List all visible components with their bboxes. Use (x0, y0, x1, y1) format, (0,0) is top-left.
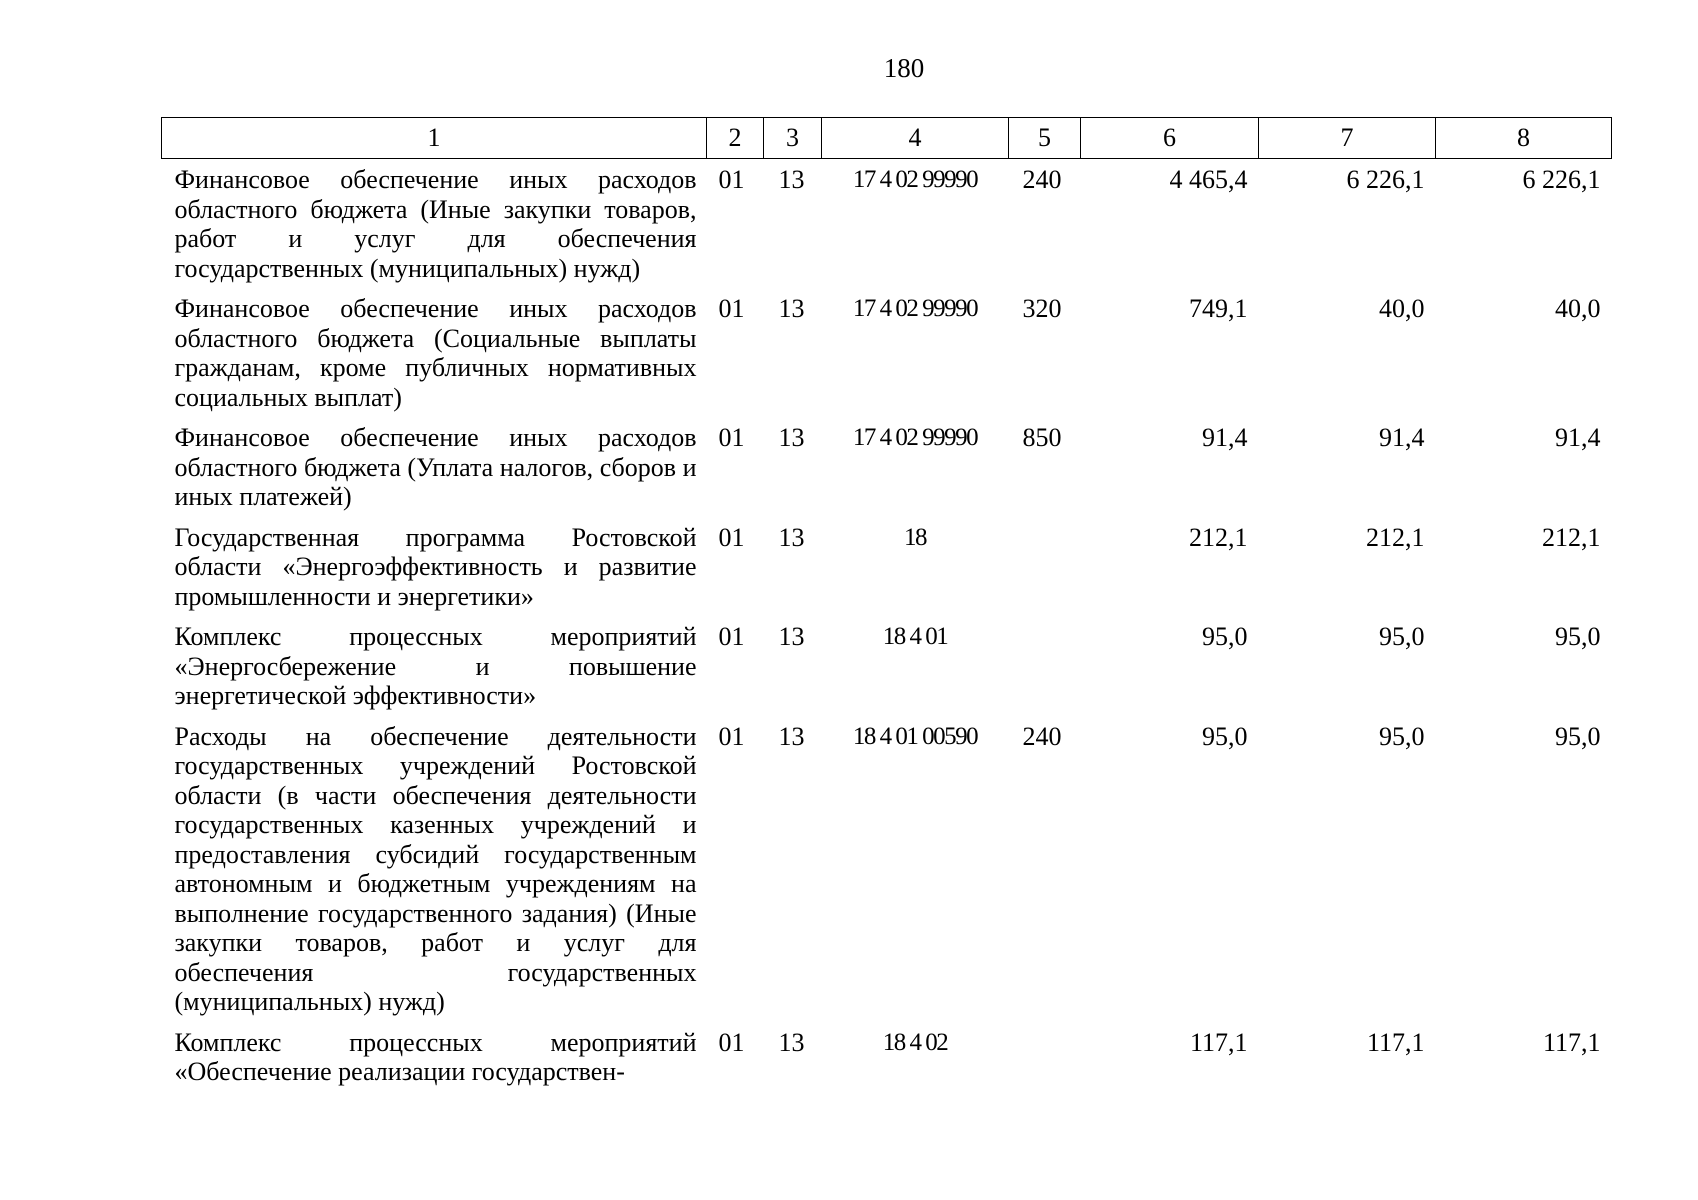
column-header-2: 2 (707, 118, 764, 159)
row-amount-1: 212,1 (1189, 522, 1248, 552)
column-header-6: 6 (1081, 118, 1259, 159)
row-amount-1: 95,0 (1202, 721, 1248, 751)
budget-table (161, 117, 1612, 1092)
row-amount-3: 40,0 (1555, 294, 1601, 323)
row-subsection-code: 13 (778, 294, 805, 323)
row-target-article: 18 4 02 (882, 1028, 948, 1056)
row-section-code: 01 (718, 165, 745, 194)
row-target-article: 17 4 02 99990 (852, 424, 978, 451)
row-expense-type (1009, 517, 1081, 617)
row-amount-3: 212,1 (1542, 522, 1601, 552)
row-subsection-code: 13 (778, 622, 805, 651)
column-header-3: 3 (764, 118, 822, 159)
page-number: 180 (883, 53, 925, 83)
row-amount-2: 95,0 (1379, 721, 1425, 751)
table-row (162, 517, 1612, 617)
row-expense-type: 240 (1022, 721, 1062, 751)
row-amount-3: 6 226,1 (1522, 165, 1601, 194)
row-amount-2: 95,0 (1379, 622, 1425, 651)
column-header-4: 4 (822, 118, 1009, 159)
row-amount-3: 95,0 (1555, 721, 1601, 751)
table-row (162, 1022, 1612, 1092)
row-amount-1: 4 465,4 (1169, 165, 1248, 194)
row-amount-3: 95,0 (1555, 622, 1601, 651)
row-section-code: 01 (718, 423, 745, 452)
header-row (162, 118, 1612, 159)
row-name: Финансовое обеспечение иных расходов областного бюджета (Социальные выплаты гражданам, кроме публичных нормативных социальных выплат) (174, 294, 697, 412)
row-target-article: 18 4 01 00590 (852, 722, 978, 750)
row-amount-3: 117,1 (1542, 1027, 1601, 1057)
row-name: Финансовое обеспечение иных расходов областного бюджета (Иные закупки товаров, работ и услуг для обеспечения государственных (муниципальных) нужд) (174, 165, 697, 283)
row-amount-2: 117,1 (1366, 1027, 1425, 1057)
row-name: Комплекс процессных мероприятий «Обеспечение реализации государствен- (174, 1027, 697, 1086)
row-target-article: 18 4 01 (882, 623, 948, 650)
row-amount-2: 6 226,1 (1346, 165, 1425, 194)
row-amount-1: 95,0 (1202, 622, 1248, 651)
row-name: Расходы на обеспечение деятельности государственных учреждений Ростовской области (в части обеспечения деятельности государственных казенных учреждений и предоставления субсидий государственным автономным и бюджетным учреждениям на выполнение государственного задания) (Иные закупки товаров, работ и услуг для обеспечения государственных (муниципальных) нужд) (174, 721, 697, 1016)
row-name: Финансовое обеспечение иных расходов областного бюджета (Уплата налогов, сборов и иных платежей) (174, 423, 697, 511)
row-amount-2: 212,1 (1366, 522, 1425, 552)
row-expense-type: 850 (1022, 423, 1062, 452)
row-target-article: 17 4 02 99990 (852, 295, 978, 322)
table-row (162, 616, 1612, 716)
row-subsection-code: 13 (778, 1027, 805, 1057)
row-name: Комплекс процессных мероприятий «Энергосбережение и повышение энергетической эффективности» (174, 622, 697, 710)
table-header (162, 118, 1612, 159)
table-row (162, 716, 1612, 1022)
row-amount-2: 40,0 (1379, 294, 1425, 323)
column-header-5: 5 (1009, 118, 1081, 159)
column-header-7: 7 (1259, 118, 1436, 159)
row-expense-type (1009, 616, 1081, 716)
row-subsection-code: 13 (778, 423, 805, 452)
row-section-code: 01 (718, 294, 745, 323)
row-name: Государственная программа Ростовской области «Энергоэффективность и развитие промышленности и энергетики» (174, 522, 697, 611)
row-target-article: 17 4 02 99990 (852, 166, 978, 193)
row-amount-3: 91,4 (1555, 423, 1601, 452)
row-expense-type: 320 (1022, 294, 1062, 323)
table-row (162, 417, 1612, 517)
row-subsection-code: 13 (778, 522, 805, 552)
row-subsection-code: 13 (778, 721, 805, 751)
row-amount-1: 91,4 (1202, 423, 1248, 452)
row-amount-2: 91,4 (1379, 423, 1425, 452)
row-section-code: 01 (718, 622, 745, 651)
column-header-8: 8 (1436, 118, 1612, 159)
row-expense-type (1009, 1022, 1081, 1092)
row-section-code: 01 (718, 1027, 745, 1057)
row-target-article: 18 (904, 523, 926, 551)
row-amount-1: 117,1 (1189, 1027, 1248, 1057)
table-body (162, 159, 1612, 1092)
table-row (162, 288, 1612, 417)
row-expense-type: 240 (1022, 165, 1062, 194)
table-row (162, 159, 1612, 289)
row-section-code: 01 (718, 522, 745, 552)
row-subsection-code: 13 (778, 165, 805, 194)
row-section-code: 01 (718, 721, 745, 751)
column-header-1: 1 (162, 118, 707, 159)
row-amount-1: 749,1 (1189, 294, 1248, 323)
